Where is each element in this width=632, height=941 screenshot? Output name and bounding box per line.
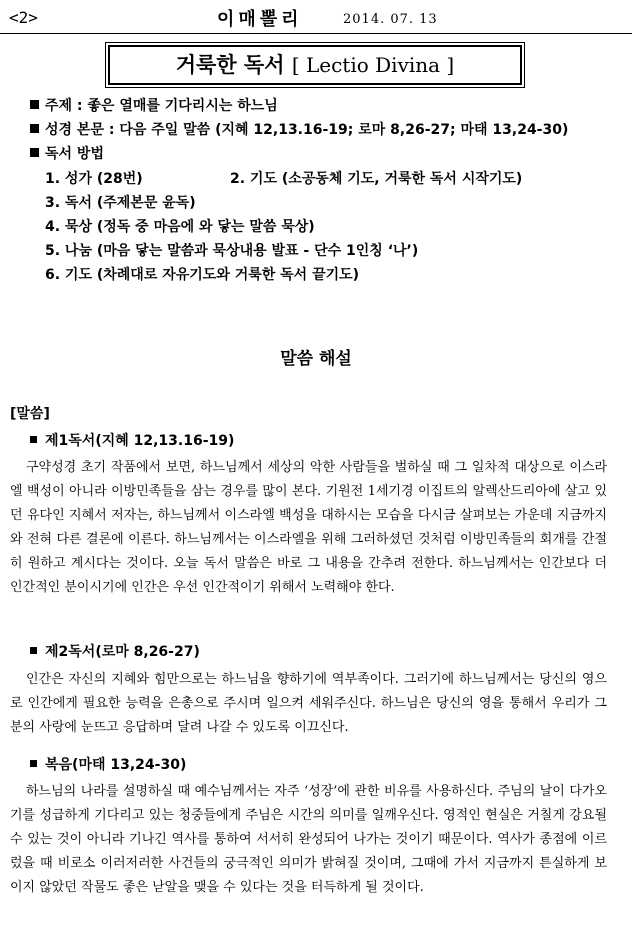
- square-bullet-icon: [30, 647, 37, 654]
- square-bullet-icon: [30, 124, 39, 133]
- reading-heading-text: 제2독서(로마 8,26-27): [45, 644, 200, 660]
- page-number: <2>: [9, 8, 38, 27]
- reading-heading: [30, 430, 234, 450]
- title-korean: 거룩한 독서: [175, 53, 285, 77]
- step-item: 5. 나눔 (마음 닿는 말씀과 묵상내용 발표 - 단수 1인칭 ‘나’): [45, 243, 419, 259]
- square-bullet-icon: [30, 148, 39, 157]
- reading-heading: [30, 641, 200, 661]
- step-item: 6. 기도 (차례대로 자유기도와 거룩한 독서 끝기도): [45, 267, 360, 283]
- reading-heading-text: 복음(마태 13,24-30): [45, 757, 187, 773]
- scripture-line: [30, 119, 620, 139]
- square-bullet-icon: [30, 436, 37, 443]
- title-latin: [ Lectio Divina ]: [291, 53, 455, 77]
- reading-paragraph: 인간은 자신의 지혜와 힘만으로는 하느님을 향하기에 역부족이다. 그러기에 하느님께서는 당신의 영으로 인간에게 필요한 능력을 은총으로 주시며 일으켜 세워주신다. 하느님은 당신의 영을 통해서 우리가 그분의 사랑에 눈뜨고 응답하며 달려 나갈 수 있도록 이끄신다.: [10, 672, 607, 735]
- step-item: 4. 묵상 (정독 중 마음에 와 닿는 말씀 묵상): [45, 219, 315, 235]
- method-line: [30, 143, 620, 163]
- square-bullet-icon: [30, 760, 37, 767]
- reading-heading-text: 제1독서(지혜 12,13.16-19): [45, 433, 235, 449]
- reading-paragraph: 하느님의 나라를 설명하실 때 예수님께서는 자주 ‘성장’에 관한 비유를 사용하신다. 주님의 날이 다가오기를 성급하게 기다리고 있는 청중들에게 주님은 시간의 의미를 일깨우신다. 영적인 현실은 거칠게 강요될 수 있는 것이 아니라 기나긴 역사를 통하여 서서히 완성되어 나가는 것이기 때문이다. 역사가 종점에 이르렀을 때 비로소 이러저러한 사건들의 궁극적인 의미가 밝혀질 것이며, 그때에 가서 지금까지 튼실하게 보이지 않았던 작물도 좋은 낟알을 맺을 수 있다는 것을 터득하게 될 것이다.: [10, 784, 607, 895]
- commentary-title: 말씀 해설: [280, 349, 352, 369]
- scripture-text: 성경 본문 : 다음 주일 말씀 (지혜 12,13.16-19; 로마 8,26-27; 마태 13,24-30): [45, 122, 569, 138]
- page-header: [0, 0, 632, 34]
- document-title-box: [108, 45, 522, 85]
- issue-date: 2014. 07. 13: [343, 12, 438, 27]
- reading-paragraph: 구약성경 초기 작품에서 보면, 하느님께서 세상의 악한 사람들을 벌하실 때 그 일차적 대상으로 이스라엘 백성이 아니라 이방민족들을 삼는 경우를 많이 본다. 기원전 1세기경 이집트의 알렉산드리아에 살고 있던 유다인 지혜서 저자는, 하느님께서 이스라엘 백성을 대하시는 모습을 다시금 살펴보는 가운데 지금까지와 전혀 다른 결론에 이른다. 하느님께서는 이스라엘을 위해 그러하셨던 것처럼 이방민족들의 회개를 간절히 원하고 계시다는 것이다. 오늘 독서 말씀은 바로 그 내용을 간추려 전한다. 하느님께서는 인간보다 더 인간적인 분이시기에 인간은 우선 인간적이기 위해서 노력해야 한다.: [10, 460, 607, 595]
- square-bullet-icon: [30, 100, 39, 109]
- step-item: 3. 독서 (주제본문 윤독): [45, 195, 196, 211]
- newsletter-name: 이매뽈리: [217, 9, 303, 30]
- readings-section-label: [말씀]: [10, 406, 50, 422]
- theme-text: 주제 : 좋은 열매를 기다리시는 하느님: [45, 98, 278, 114]
- method-label: 독서 방법: [45, 146, 104, 162]
- step-item: 1. 성가 (28번): [45, 171, 143, 187]
- reading-heading: [30, 754, 186, 774]
- theme-line: [30, 95, 620, 115]
- step-item: 2. 기도 (소공동체 기도, 거룩한 독서 시작기도): [230, 171, 523, 187]
